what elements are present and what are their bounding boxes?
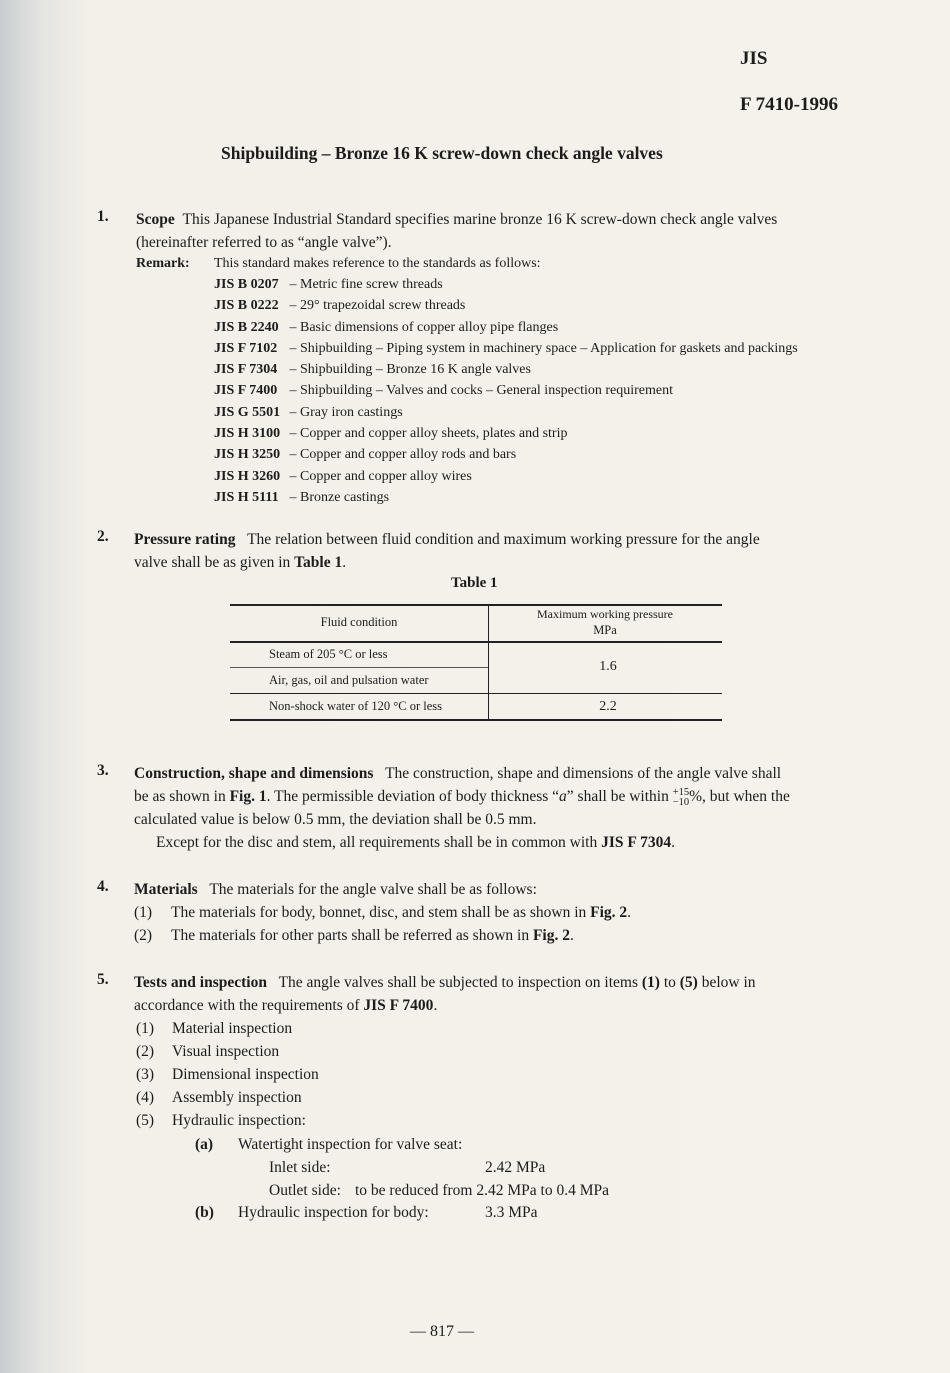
materials-item-1-text: The materials for body, bonnet, disc, and stem shall be as shown in	[171, 904, 591, 921]
section-4-text-1: The materials for the angle valve shall be as follows:	[209, 881, 537, 898]
reference-item	[214, 317, 854, 338]
section-5-text-1a: The angle valves shall be subjected to inspection on items	[278, 974, 642, 991]
reference-title: Metric fine screw threads	[300, 277, 443, 292]
reference-title: Shipbuilding – Valves and cocks – General inspection requirement	[300, 383, 673, 399]
section-5-body	[134, 971, 858, 1017]
section-1-text-1: This Japanese Industrial Standard specifies marine bronze 16 K screw-down check angle valves	[182, 211, 778, 228]
remark-label	[136, 253, 190, 274]
reference-title: Shipbuilding – Bronze 16 K angle valves	[300, 362, 531, 378]
section-4-body	[134, 878, 858, 947]
section-2-body	[134, 528, 858, 574]
reference-item	[214, 338, 854, 359]
section-5-text-2a: accordance with the requirements of	[134, 997, 364, 1014]
fig-1-reference: Fig. 1	[229, 788, 267, 805]
table-1-reference: Table 1	[294, 554, 343, 571]
reference-dash: –	[289, 340, 297, 356]
reference-code: JIS F 7304	[214, 362, 278, 378]
jis-f7400-reference: JIS F 7400	[363, 997, 434, 1014]
reference-item	[214, 295, 854, 316]
table-row-1b-condition: Air, gas, oil and pulsation water	[269, 673, 429, 687]
section-5-text-1e: below in	[697, 974, 756, 991]
materials-item-2-number: (2)	[134, 927, 153, 944]
reference-title: 29° trapezoidal screw threads	[300, 298, 466, 314]
reference-code: JIS B 0222	[214, 298, 279, 314]
remark-text: This standard makes reference to the standards as follows:	[214, 256, 541, 271]
reference-item	[214, 466, 854, 487]
outlet-value: to be reduced from 2.42 MPa to 0.4 MPa	[355, 1182, 609, 1199]
reference-item	[214, 402, 854, 423]
inspection-item	[136, 1063, 319, 1086]
inspection-item	[136, 1086, 319, 1109]
section-5-heading: Tests and inspection	[134, 974, 267, 991]
section-2-heading: Pressure rating	[134, 531, 236, 548]
sub-b-text: Hydraulic inspection for body:	[238, 1204, 429, 1221]
section-3-heading: Construction, shape and dimensions	[134, 765, 374, 782]
reference-code: JIS H 3100	[214, 426, 281, 442]
reference-title: Gray iron castings	[300, 404, 403, 420]
sub-b-value: 3.3 MPa	[485, 1204, 538, 1221]
inspection-item-number: (1)	[136, 1020, 155, 1037]
variable-a: a	[559, 788, 567, 805]
table-top-rule	[230, 604, 722, 606]
reference-dash: –	[289, 383, 297, 399]
table-header-pressure: Maximum working pressure	[537, 607, 673, 621]
materials-item-2-text: The materials for other parts shall be referred as shown in	[171, 927, 533, 944]
reference-dash: –	[289, 468, 297, 484]
section-5-number: 5.	[97, 971, 109, 988]
inspection-item-text: Assembly inspection	[172, 1089, 302, 1106]
table-row-1a-condition: Steam of 205 °C or less	[269, 647, 388, 661]
section-1-number: 1.	[97, 208, 109, 225]
reference-dash: –	[289, 362, 297, 378]
section-5-text-2c: .	[433, 997, 438, 1014]
inlet-value: 2.42 MPa	[485, 1159, 546, 1176]
reference-title: Copper and copper alloy sheets, plates and strip	[300, 426, 568, 442]
sub-b-label-text: (b)	[195, 1204, 214, 1221]
reference-list	[214, 274, 854, 508]
reference-dash: –	[289, 298, 297, 314]
inspection-item-number: (3)	[136, 1066, 155, 1083]
sub-b-label	[195, 1201, 214, 1224]
reference-code: JIS F 7102	[214, 340, 278, 356]
reference-dash: –	[289, 277, 297, 292]
reference-title: Copper and copper alloy wires	[300, 468, 472, 484]
jis-f7304-reference: JIS F 7304	[601, 834, 672, 851]
page-title: Shipbuilding – Bronze 16 K screw-down check angle valves	[221, 143, 663, 163]
fig-2-reference-2: Fig. 2	[532, 927, 570, 944]
section-3-text-1: The construction, shape and dimensions of the angle valve shall	[385, 765, 782, 782]
fig-2-reference-1: Fig. 2	[590, 904, 628, 921]
remark-label-text: Remark:	[136, 256, 190, 271]
reference-item	[214, 380, 854, 401]
section-4-heading: Materials	[134, 881, 198, 898]
inspection-item-number: (5)	[136, 1112, 155, 1129]
section-2-text-1: The relation between fluid condition and maximum working pressure for the angle	[247, 531, 760, 548]
table-row-rule	[230, 693, 722, 694]
section-1-heading: Scope	[136, 211, 175, 228]
materials-item-1-number: (1)	[134, 904, 153, 921]
reference-code: JIS F 7400	[214, 383, 278, 399]
reference-code: JIS B 2240	[214, 319, 279, 335]
tolerance-lower: −10	[672, 797, 690, 808]
table-caption: Table 1	[451, 575, 498, 591]
inspection-item-text: Dimensional inspection	[172, 1066, 319, 1083]
table-row-2-value: 2.2	[599, 699, 617, 714]
materials-item-2-end: .	[570, 927, 574, 944]
reference-item	[214, 274, 854, 295]
inlet-label: Inlet side:	[269, 1159, 331, 1176]
table-header-fluid: Fluid condition	[320, 615, 398, 629]
section-3-text-2e: ” shall be within	[566, 788, 673, 805]
section-3-text-4c: .	[671, 834, 676, 851]
section-3-number: 3.	[97, 762, 109, 779]
inspection-item	[136, 1040, 319, 1063]
reference-title: Shipbuilding – Piping system in machinery space – Application for gaskets and packings	[300, 340, 798, 356]
inspection-item-text: Material inspection	[172, 1020, 293, 1037]
reference-item	[214, 423, 854, 444]
reference-dash: –	[289, 447, 297, 463]
sub-a-label	[195, 1133, 213, 1156]
section-3-body	[134, 762, 858, 854]
inspection-list	[136, 1017, 319, 1132]
section-3-text-3: calculated value is below 0.5 mm, the deviation shall be 0.5 mm.	[134, 811, 537, 828]
section-4-number: 4.	[97, 878, 109, 895]
table-subrow-rule	[230, 667, 488, 668]
item-ref-1: (1)	[641, 974, 660, 991]
table-header-rule	[230, 641, 722, 643]
inspection-item-number: (4)	[136, 1089, 155, 1106]
header-org: JIS	[740, 48, 768, 69]
reference-code: JIS G 5501	[214, 404, 281, 420]
inspection-item-number: (2)	[136, 1043, 155, 1060]
reference-item	[214, 487, 854, 508]
section-1-body	[136, 208, 856, 254]
section-3-text-2a: be as shown in	[134, 788, 230, 805]
reference-title: Copper and copper alloy rods and bars	[300, 447, 517, 463]
table-header-unit: MPa	[593, 623, 617, 637]
table-bottom-rule	[230, 719, 722, 721]
reference-title: Basic dimensions of copper alloy pipe flanges	[300, 319, 559, 335]
tolerance-upper: +15	[672, 787, 690, 798]
table-row-1-value: 1.6	[599, 659, 617, 674]
page-number: — 817 —	[410, 1323, 474, 1340]
section-2-text-2a: valve shall be as given in	[134, 554, 295, 571]
reference-dash: –	[289, 489, 297, 505]
tolerance	[673, 788, 689, 808]
inspection-item-text: Visual inspection	[172, 1043, 280, 1060]
table-row-2-condition: Non-shock water of 120 °C or less	[269, 699, 443, 713]
section-3-text-2c: . The permissible deviation of body thickness “	[266, 788, 560, 805]
reference-item	[214, 359, 854, 380]
section-2-number: 2.	[97, 528, 109, 545]
header-code: F 7410-1996	[740, 94, 838, 115]
inspection-item	[136, 1017, 319, 1040]
sub-a-label-text: (a)	[195, 1136, 214, 1153]
reference-code: JIS H 3260	[214, 468, 281, 484]
materials-item-1-end: .	[627, 904, 632, 921]
reference-code: JIS H 5111	[214, 489, 279, 505]
reference-title: Bronze castings	[300, 489, 390, 505]
reference-item	[214, 444, 854, 465]
sub-a-text: Watertight inspection for valve seat:	[238, 1136, 463, 1153]
section-1-text-2: (hereinafter referred to as “angle valve”).	[136, 234, 392, 251]
reference-code: JIS H 3250	[214, 447, 281, 463]
inspection-item-text: Hydraulic inspection:	[172, 1112, 306, 1129]
reference-code: JIS B 0207	[214, 277, 279, 292]
item-ref-5: (5)	[679, 974, 698, 991]
section-3-text-2f: %, but when the	[689, 788, 790, 805]
reference-dash: –	[289, 426, 297, 442]
section-3-text-4a: Except for the disc and stem, all requirements shall be in common with	[156, 834, 602, 851]
section-2-text-2c: .	[342, 554, 347, 571]
outlet-label: Outlet side:	[269, 1182, 341, 1199]
reference-dash: –	[289, 319, 297, 335]
reference-dash: –	[289, 404, 297, 420]
inspection-item	[136, 1109, 319, 1132]
section-5-text-1c: to	[659, 974, 680, 991]
